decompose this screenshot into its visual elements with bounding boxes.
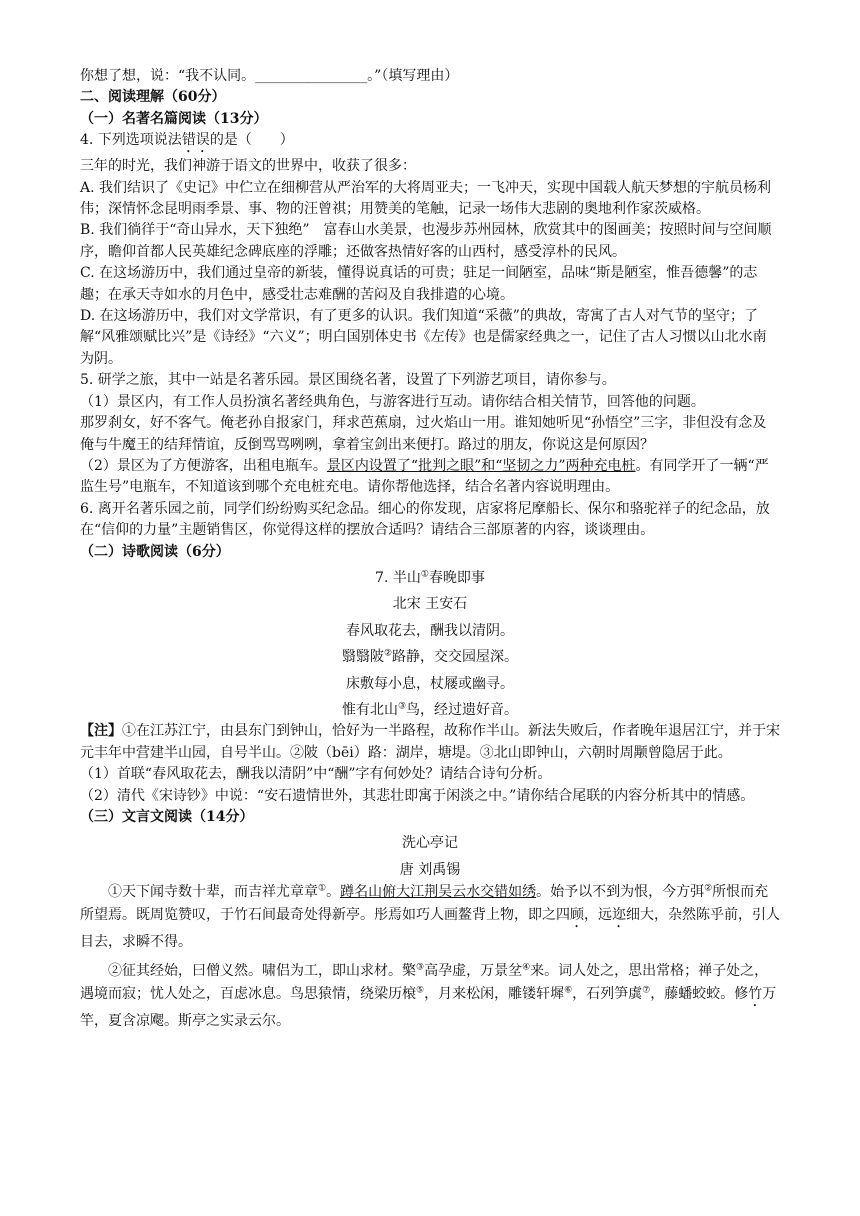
exam-page [80,66,780,1033]
poem-line-2: 翳翳陂②路静，交交园屋深。 [341,648,519,666]
section-heading: 二、阅读理解（60分） [80,89,226,106]
q5-stem: 5. 研学之旅，其中一站是名著乐园。景区围绕名著，设置了下列游艺项目，请你参与。 [80,372,616,389]
emphasis-mark: 迩 [612,907,626,924]
essay-paragraph-1: ①天下闻寺数十辈，而吉祥尤章章①。蹲名山俯大江荆吴云水交错如绣。始予以不到为恨，今方弭②所恨而充所望焉。既周览赞叹，于竹石间最奇处得新亭。彤焉如巧人画鳌背上物，即之四顾，远迩细大，杂然陈乎前，引人目去，求瞬不得。 [80,883,780,951]
q4-option-b: B. 我们徜徉于“奇山异水，天下独绝” 富春山水美景，也漫步苏州园林，欣赏其中的图画美；按照时间与空间顺序，瞻仰首都人民英雄纪念碑底座的浮雕；还做客热情好客的山西村，感受淳朴的民风。 [80,222,772,260]
underlined-text: 景区内设置了“批判之眼”和“坚韧之力”两种充电桩 [326,457,636,474]
q4-stem: 4. 下列选项说法错误的是（ ） [80,132,294,149]
q7-part1: （1）首联“春风取花去，酬我以清阴”中“酬”字有何妙处？请结合诗句分析。 [80,766,552,783]
q4-option-c: C. 在这场游历中，我们通过皇帝的新装，懂得说真话的可贵；驻足一间陋室，品味“斯是陋室，惟吾德馨”的志趣；在承天寺如水的月色中，感受壮志难酬的苦闷及自我排遣的心境。 [80,265,758,303]
q5-part1: （1）景区内，有工作人员扮演名著经典角色，与游客进行互动。请你结合相关情节，回答他的问题。 [80,393,705,410]
q3-tail: 你想了想，说：“我不认同。________________。”（填写理由） [80,68,459,84]
subsection-heading-1: （一）名著名篇阅读（13分） [80,110,268,127]
essay-title: 洗心亭记 [402,835,458,852]
q4-option-a: A. 我们结识了《史记》中伫立在细柳营从严治军的大将周亚夫；一飞冲天，实现中国载人航天梦想的宇航员杨利伟；深情怀念昆明雨季景、事、物的汪曾祺；用赞美的笔触，记录一场伟大悲剧的奥地利作家茨威格。 [80,179,772,218]
q5-part2: （2）景区为了方便游客，出租电瓶车。景区内设置了“批判之眼”和“坚韧之力”两种充电桩。有同学开了一辆“严监生号”电瓶车，不知道该到哪个充电桩充电。请你帮他选择，结合名著内容说明理由。 [80,457,769,496]
essay-author: 唐 刘禹锡 [399,861,461,878]
subsection-heading-3: （三）文言文阅读（14分） [80,809,254,825]
q4-option-d: D. 在这场游历中，我们对文学常识，有了更多的认识。我们知道“采薇”的典故，寄寓了古人对气节的坚守；了解“风雅颂赋比兴”是《诗经》“六义”；明白国别体史书《左传》也是儒家经典之一，记住了古人习惯以山北水南为阴。 [80,308,767,367]
q7-part2: （2）清代《宋诗钞》中说：“安石遗情世外，其悲壮即寓于闲淡之中。”请你结合尾联的内容分析其中的情感。 [80,787,755,804]
poem-author: 北宋 王安石 [392,596,468,613]
poem-line-3: 床敷每小息，杖屦或幽寻。 [346,675,514,692]
poem-line-1: 春风取花去，酬我以清阴。 [346,622,514,639]
poem-title: 7. 半山①春晚即事 [375,569,485,586]
essay-paragraph-2: ②征其经始，曰僧义然。啸侣为工，即山求材。檠③高孕虚，万景坌④来。词人处之，思出常格；禅子处之，遇境而寂；忧人处之，百虑冰息。鸟思猿情，绕梁历榱⑤，月来松闲，雕镂轩墀⑥，石列笋虡⑦，藤蟠蛟蛟。修竹万竿，夏含凉飔。斯亭之实录云尔。 [80,962,777,1030]
poem-line-4: 惟有北山③鸟，经过遗好音。 [341,701,519,718]
emphasis-mark: 顾 [570,907,584,924]
poem-note: 【注】①在江苏江宁，由县东门到钟山，恰好为一半路程，故称作半山。新法失败后，作者晚年退居江宁，并于宋元丰年中营建半山园，自号半山。②陂（bēi）路：湖岸，塘堤。③北山即钟山，六朝时周颙曾隐居于此。 [80,723,780,761]
q5-part1-text: 那罗刹女，好不客气。俺老孙自报家门，拜求芭蕉扇，过火焰山一用。谁知她听见“孙悟空”三字，非但没有念及俺与牛魔王的结拜情谊，反倒骂骂咧咧，拿着宝剑出来便打。路过的朋友，你说这是何原因？ [80,415,767,453]
emphasis-mark: 竹 [748,986,763,1003]
subsection-heading-2: （二）诗歌阅读（6分） [80,543,230,560]
emphasis-mark: 错误 [181,132,210,149]
q6: 6. 离开名著乐园之前，同学们纷纷购买纪念品。细心的你发现，店家将尼摩船长、保尔和骆驼祥子的纪念品，放在“信仰的力量”主题销售区，你觉得这样的摆放合适吗？请结合三部原著的内容，谈谈理由。 [80,500,770,539]
q4-intro: 三年的时光，我们神游于语文的世界中，收获了很多： [80,158,416,175]
underlined-text: 蹲名山俯大江荆吴云水交错如绣 [340,884,537,901]
